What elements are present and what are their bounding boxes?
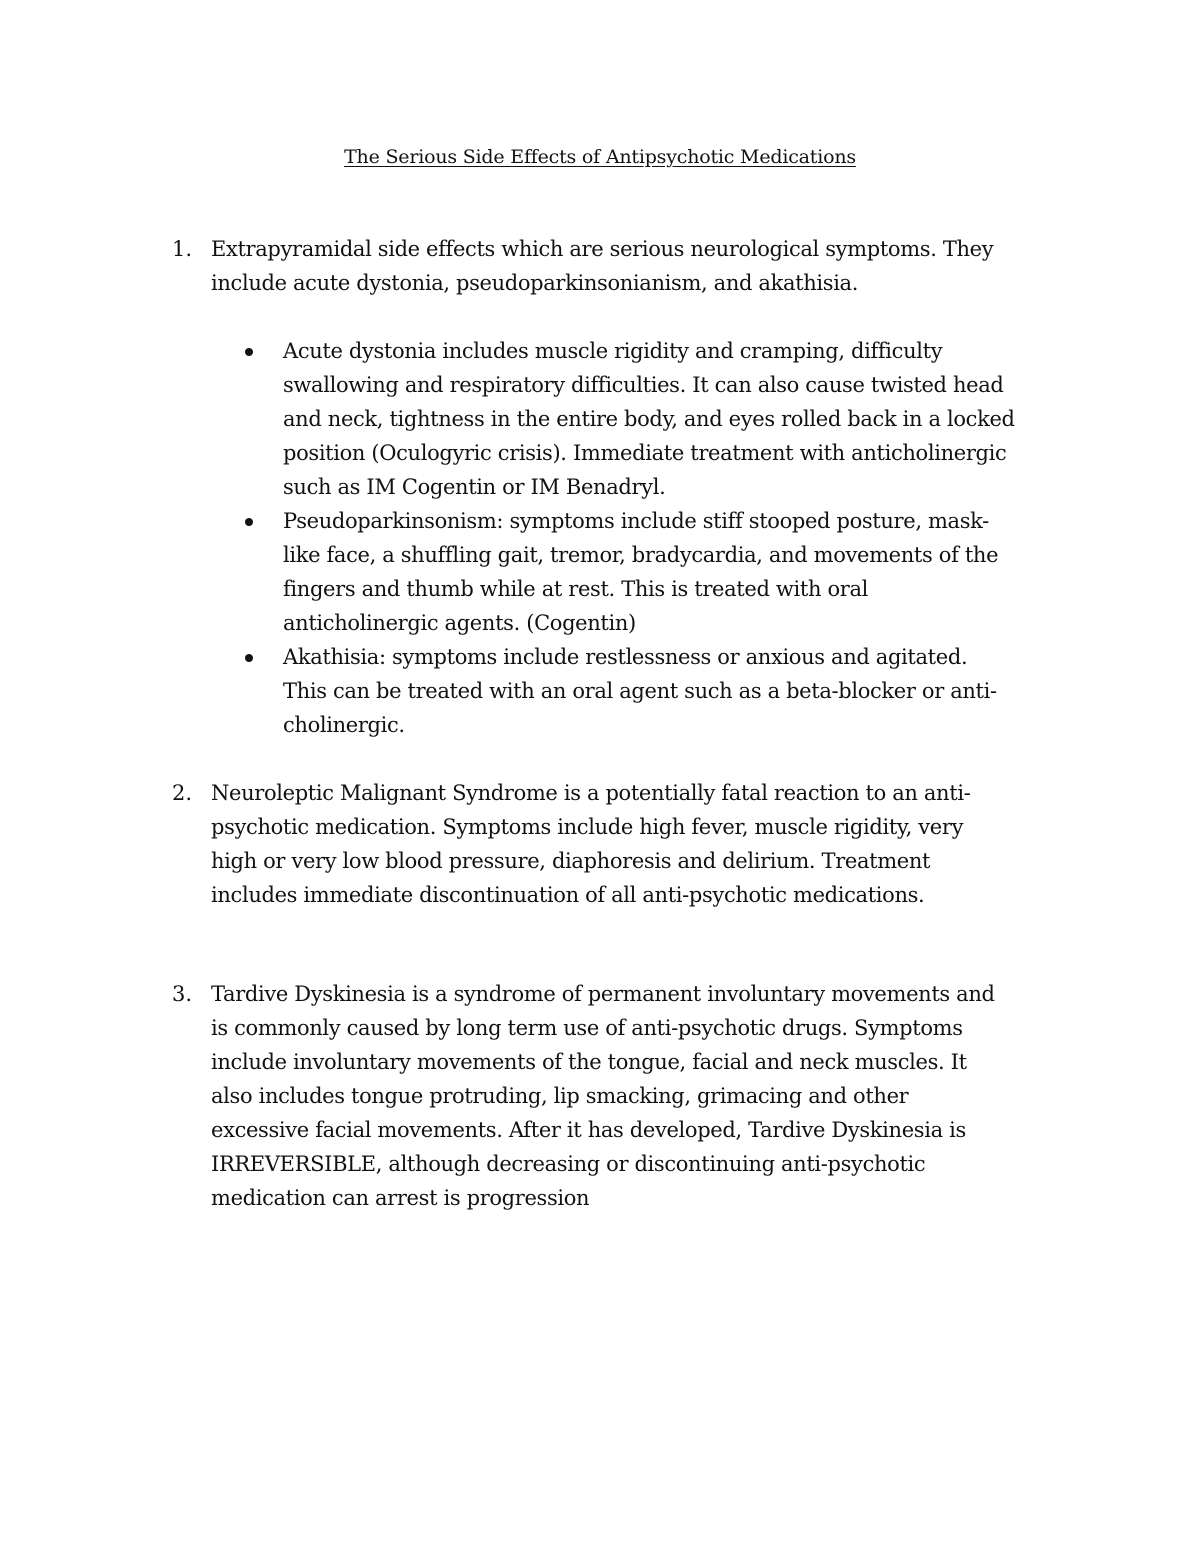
text-line: Extrapyramidal side effects which are serious neurological symptoms. They xyxy=(211,237,994,261)
text-line: fingers and thumb while at rest. This is treated with oral xyxy=(283,577,868,601)
text-line: Pseudoparkinsonism: symptoms include stiff stooped posture, mask- xyxy=(283,509,989,533)
bullet-icon xyxy=(245,518,253,526)
text-line: include involuntary movements of the tongue, facial and neck muscles. It xyxy=(211,1050,967,1074)
text-line: like face, a shuffling gait, tremor, bradycardia, and movements of the xyxy=(283,543,999,567)
text-line: Neuroleptic Malignant Syndrome is a potentially fatal reaction to an anti- xyxy=(211,781,971,805)
list-number: 2. xyxy=(172,781,193,805)
text-line: swallowing and respiratory difficulties. It can also cause twisted head xyxy=(283,373,1004,397)
text-line: position (Oculogyric crisis). Immediate treatment with anticholinergic xyxy=(283,441,1007,465)
text-line: include acute dystonia, pseudoparkinsonianism, and akathisia. xyxy=(211,271,859,295)
bullet-icon xyxy=(245,654,253,662)
text-line: Akathisia: symptoms include restlessness or anxious and agitated. xyxy=(283,645,968,669)
list-item-text xyxy=(211,776,1081,912)
text-line: high or very low blood pressure, diaphoresis and delirium. Treatment xyxy=(211,849,931,873)
text-line: is commonly caused by long term use of anti-psychotic drugs. Symptoms xyxy=(211,1016,963,1040)
text-line: psychotic medication. Symptoms include high fever, muscle rigidity, very xyxy=(211,815,964,839)
bullet-text xyxy=(283,334,1073,504)
bullet-text xyxy=(283,640,1073,742)
document-title: The Serious Side Effects of Antipsychotic Medications xyxy=(344,146,856,168)
text-line: IRREVERSIBLE, although decreasing or discontinuing anti-psychotic xyxy=(211,1152,926,1176)
text-line: excessive facial movements. After it has developed, Tardive Dyskinesia is xyxy=(211,1118,966,1142)
text-line: Acute dystonia includes muscle rigidity and cramping, difficulty xyxy=(283,339,943,363)
list-number: 3. xyxy=(172,982,193,1006)
text-line: cholinergic. xyxy=(283,713,405,737)
list-number: 1. xyxy=(172,237,193,261)
bullet-text xyxy=(283,504,1073,640)
text-line: such as IM Cogentin or IM Benadryl. xyxy=(283,475,666,499)
text-line: This can be treated with an oral agent such as a beta-blocker or anti- xyxy=(283,679,997,703)
text-line: and neck, tightness in the entire body, and eyes rolled back in a locked xyxy=(283,407,1015,431)
bullet-icon xyxy=(245,348,253,356)
text-line: also includes tongue protruding, lip smacking, grimacing and other xyxy=(211,1084,909,1108)
list-item-text xyxy=(211,977,1081,1215)
list-item-text xyxy=(211,232,1081,300)
text-line: anticholinergic agents. (Cogentin) xyxy=(283,611,636,635)
text-line: medication can arrest is progression xyxy=(211,1186,590,1210)
text-line: includes immediate discontinuation of all anti-psychotic medications. xyxy=(211,883,925,907)
text-line: Tardive Dyskinesia is a syndrome of permanent involuntary movements and xyxy=(211,982,995,1006)
